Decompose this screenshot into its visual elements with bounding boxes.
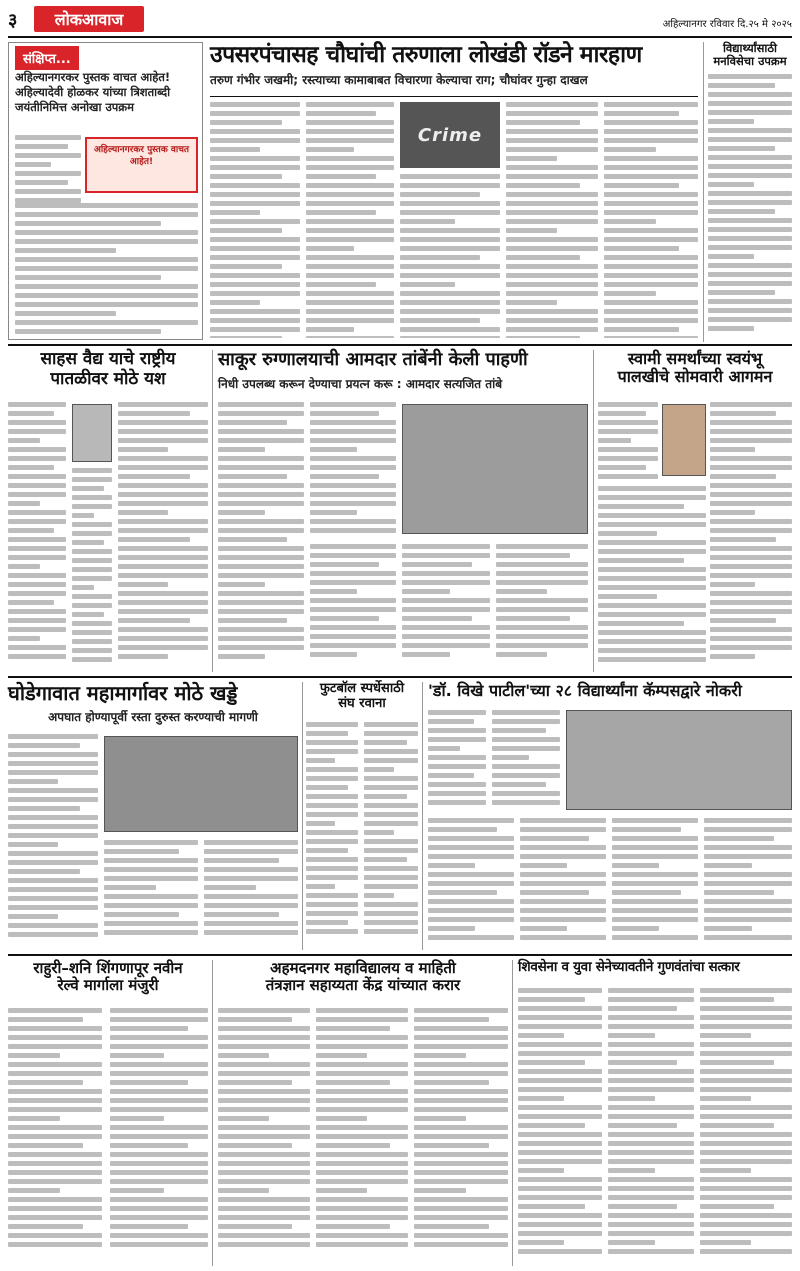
sakur-col-1	[218, 402, 304, 666]
sahas-col-1	[8, 402, 66, 666]
football-story	[306, 682, 418, 950]
shivsena-col-2	[608, 988, 694, 1260]
ahmednagar-headline-1: अहमदनगर महाविद्यालय व माहिती	[270, 959, 456, 977]
sankshipt-banner-text: अहिल्यानगरकर पुस्तक वाचत आहेत!	[93, 145, 190, 167]
sakur-col-5	[496, 544, 588, 666]
sakur-col-3	[310, 544, 396, 666]
football-col-2	[364, 722, 418, 946]
lead-subhead: तरुण गंभीर जखमी; रस्त्याच्या कामाबाबत विचारणा केल्याचा राग; चौघांवर गुन्हा दाखल	[210, 73, 588, 88]
lead-col-5	[604, 102, 698, 338]
vidyarthi-headline-1: विद्यार्थ्यांसाठी	[722, 41, 778, 55]
vidyarthi-story	[708, 42, 792, 342]
page-number: ३	[8, 10, 18, 31]
sahas-story	[8, 350, 208, 672]
ghode-col-2	[104, 840, 198, 944]
football-headline-2: संघ रवाना	[338, 695, 386, 711]
ahmednagar-col-3	[414, 1008, 508, 1260]
ghode-road-photo	[104, 736, 298, 832]
lead-headline: उपसरपंचासह चौघांची तरुणाला लोखंडी रॉडने मारहाण	[210, 42, 642, 68]
ahmednagar-story	[218, 960, 508, 1266]
page-header	[8, 4, 792, 38]
shivsena-headline: शिवसेना व युवा सेनेच्यावतीने गुणवंतांचा सत्कार	[518, 959, 740, 975]
ahmednagar-col-2	[316, 1008, 408, 1260]
ahmednagar-col-1	[218, 1008, 310, 1260]
sankshipt-title-3: जयंतीनिमित्त अनोखा उपक्रम	[15, 99, 134, 114]
swami-portrait	[662, 404, 706, 476]
rahuri-col-1	[8, 1008, 102, 1260]
sahas-portrait	[72, 404, 112, 462]
vidyarthi-headline-2: मनविसेचा उपक्रम	[713, 54, 787, 69]
vikhe-story	[428, 682, 792, 950]
swami-col-2	[710, 402, 792, 666]
vikhe-col-5	[612, 818, 698, 946]
sankshipt-section	[8, 42, 203, 340]
football-headline-1: फुटबॉल स्पर्धेसाठी	[319, 681, 405, 696]
sahas-headline-2: पातळीवर मोठे यश	[50, 368, 166, 389]
swami-headline-2: पालखीचे सोमवारी आगमन	[617, 367, 773, 387]
vikhe-col-1	[428, 710, 486, 810]
sakur-story	[218, 350, 588, 672]
lead-col-2	[306, 102, 394, 338]
ghode-col-1	[8, 734, 98, 944]
crime-photo-label: Crime	[417, 124, 483, 146]
vikhe-headline: 'डॉ. विखे पाटील'च्या २८ विद्यार्थ्यांना कॅम्पसद्वारे नोकरी	[428, 681, 742, 700]
lead-story	[210, 42, 698, 342]
rahuri-story	[8, 960, 208, 1266]
sakur-photo	[402, 404, 588, 534]
swami-col-3	[598, 486, 706, 666]
swami-headline-1: स्वामी समर्थांच्या स्वयंभू	[627, 349, 763, 368]
lead-col-1	[210, 102, 300, 338]
crime-photo	[400, 102, 500, 168]
sahas-headline-1: साहस वैद्य याचे राष्ट्रीय	[40, 349, 176, 369]
swami-col-1	[598, 402, 658, 482]
sahas-col-2	[72, 468, 112, 666]
vikhe-col-3	[428, 818, 514, 946]
dateline: अहिल्यानगर रविवार दि.२५ मे २०२५	[662, 19, 792, 30]
ghode-story	[8, 682, 298, 950]
sahas-col-3	[118, 402, 208, 666]
sankshipt-title-1: अहिल्यानगरकर पुस्तक वाचत आहेत!	[15, 70, 171, 84]
vikhe-group-photo	[566, 710, 792, 810]
ghode-headline: घोडेगावात महामार्गावर मोठे खड्डे	[8, 681, 238, 705]
sakur-col-2	[310, 402, 396, 536]
shivsena-col-3	[700, 988, 792, 1260]
shivsena-story	[518, 960, 792, 1266]
sankshipt-label: संक्षिप्त...	[15, 46, 79, 70]
ahmednagar-headline-2: तंत्रज्ञान सहाय्यता केंद्र यांच्यात करार	[265, 976, 461, 995]
rahuri-headline-1: राहुरी–शनि शिंगणापूर नवीन	[33, 959, 183, 977]
sankshipt-title-2: अहिल्यादेवी होळकर यांच्या त्रिशताब्दी	[15, 84, 171, 99]
sakur-subhead: निधी उपलब्ध करून देण्याचा प्रयत्न करू : आमदार सत्यजित तांबे	[218, 376, 503, 391]
lead-col-3	[400, 174, 500, 338]
ghode-col-3	[204, 840, 298, 944]
lead-col-4	[506, 102, 598, 338]
football-col-1	[306, 722, 358, 946]
swami-story	[598, 350, 792, 672]
vikhe-col-4	[520, 818, 606, 946]
sakur-col-4	[402, 544, 490, 666]
masthead-logo: लोकआवाज	[34, 6, 144, 32]
sankshipt-banner	[85, 137, 198, 193]
ghode-subhead: अपघात होण्यापूर्वी रस्ता दुरुस्त करण्याची मागणी	[48, 710, 258, 724]
sakur-headline: साकूर रुग्णालयाची आमदार तांबेंनी केली पाहणी	[218, 349, 528, 370]
rahuri-headline-2: रेल्वे मार्गाला मंजुरी	[57, 976, 159, 995]
vikhe-col-2	[492, 710, 560, 810]
shivsena-col-1	[518, 988, 602, 1260]
vikhe-col-6	[704, 818, 792, 946]
rahuri-col-2	[110, 1008, 208, 1260]
sankshipt-body-2	[15, 203, 198, 335]
vidyarthi-body	[708, 74, 792, 334]
